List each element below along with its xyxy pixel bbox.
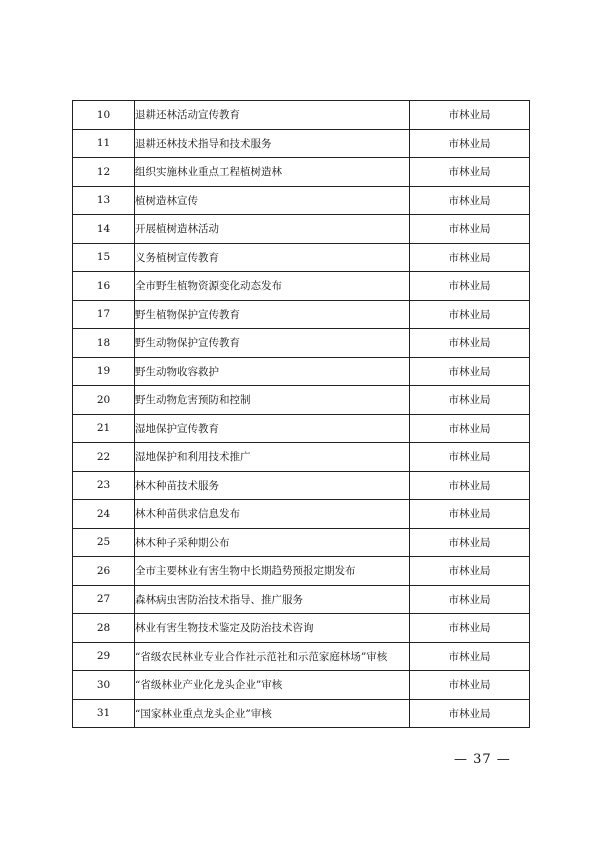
- table-row: [73, 500, 530, 529]
- department: 市林业局: [410, 215, 530, 244]
- row-number: 12: [73, 158, 135, 187]
- row-number: 11: [73, 129, 135, 158]
- department: 市林业局: [410, 443, 530, 472]
- row-number: 13: [73, 186, 135, 215]
- row-number: 23: [73, 471, 135, 500]
- row-number: 15: [73, 243, 135, 272]
- service-item: 退耕还林技术指导和技术服务: [135, 129, 410, 158]
- table-row: [73, 300, 530, 329]
- row-number: 14: [73, 215, 135, 244]
- department: 市林业局: [410, 414, 530, 443]
- department: 市林业局: [410, 671, 530, 700]
- service-item: “国家林业重点龙头企业”审核: [135, 699, 410, 728]
- service-item: 湿地保护宣传教育: [135, 414, 410, 443]
- service-item: 开展植树造林活动: [135, 215, 410, 244]
- department: 市林业局: [410, 557, 530, 586]
- service-item: 林业有害生物技术鉴定及防治技术咨询: [135, 614, 410, 643]
- department: 市林业局: [410, 272, 530, 301]
- department: 市林业局: [410, 357, 530, 386]
- service-list-table: [72, 100, 530, 728]
- department: 市林业局: [410, 528, 530, 557]
- department: 市林业局: [410, 642, 530, 671]
- table-row: [73, 414, 530, 443]
- row-number: 30: [73, 671, 135, 700]
- row-number: 29: [73, 642, 135, 671]
- table-row: [73, 443, 530, 472]
- service-item: 组织实施林业重点工程植树造林: [135, 158, 410, 187]
- service-item: 退耕还林活动宣传教育: [135, 101, 410, 130]
- service-item: 野生动物危害预防和控制: [135, 386, 410, 415]
- service-item: “省级农民林业专业合作社示范社和示范家庭林场”审核: [135, 642, 410, 671]
- table-row: [73, 557, 530, 586]
- service-item: 全市野生植物资源变化动态发布: [135, 272, 410, 301]
- department: 市林业局: [410, 614, 530, 643]
- row-number: 22: [73, 443, 135, 472]
- service-item: 林木种苗供求信息发布: [135, 500, 410, 529]
- department: 市林业局: [410, 386, 530, 415]
- row-number: 10: [73, 101, 135, 130]
- table-row: [73, 215, 530, 244]
- table-row: [73, 528, 530, 557]
- service-item: “省级林业产业化龙头企业”审核: [135, 671, 410, 700]
- service-item: 森林病虫害防治技术指导、推广服务: [135, 585, 410, 614]
- row-number: 27: [73, 585, 135, 614]
- row-number: 31: [73, 699, 135, 728]
- service-item: 义务植树宣传教育: [135, 243, 410, 272]
- department: 市林业局: [410, 101, 530, 130]
- service-item: 全市主要林业有害生物中长期趋势预报定期发布: [135, 557, 410, 586]
- service-item: 野生动物收容救护: [135, 357, 410, 386]
- table-row: [73, 158, 530, 187]
- department: 市林业局: [410, 471, 530, 500]
- table-row: [73, 357, 530, 386]
- table-row: [73, 243, 530, 272]
- department: 市林业局: [410, 158, 530, 187]
- row-number: 20: [73, 386, 135, 415]
- service-item: 植树造林宣传: [135, 186, 410, 215]
- row-number: 18: [73, 329, 135, 358]
- row-number: 28: [73, 614, 135, 643]
- table-row: [73, 272, 530, 301]
- service-item: 野生动物保护宣传教育: [135, 329, 410, 358]
- row-number: 26: [73, 557, 135, 586]
- department: 市林业局: [410, 243, 530, 272]
- table-row: [73, 129, 530, 158]
- table-body: [73, 101, 530, 728]
- department: 市林业局: [410, 699, 530, 728]
- service-item: 野生植物保护宣传教育: [135, 300, 410, 329]
- department: 市林业局: [410, 585, 530, 614]
- row-number: 25: [73, 528, 135, 557]
- table-row: [73, 699, 530, 728]
- row-number: 16: [73, 272, 135, 301]
- table-row: [73, 671, 530, 700]
- table-row: [73, 101, 530, 130]
- department: 市林业局: [410, 186, 530, 215]
- table-row: [73, 642, 530, 671]
- service-item: 林木种苗技术服务: [135, 471, 410, 500]
- table-row: [73, 329, 530, 358]
- table-row: [73, 386, 530, 415]
- row-number: 19: [73, 357, 135, 386]
- service-item: 林木种子采种期公布: [135, 528, 410, 557]
- row-number: 24: [73, 500, 135, 529]
- row-number: 17: [73, 300, 135, 329]
- department: 市林业局: [410, 329, 530, 358]
- department: 市林业局: [410, 300, 530, 329]
- table-row: [73, 585, 530, 614]
- row-number: 21: [73, 414, 135, 443]
- service-item: 湿地保护和利用技术推广: [135, 443, 410, 472]
- table-row: [73, 186, 530, 215]
- department: 市林业局: [410, 129, 530, 158]
- department: 市林业局: [410, 500, 530, 529]
- table-row: [73, 471, 530, 500]
- table-row: [73, 614, 530, 643]
- page-number: — 37 —: [454, 752, 511, 767]
